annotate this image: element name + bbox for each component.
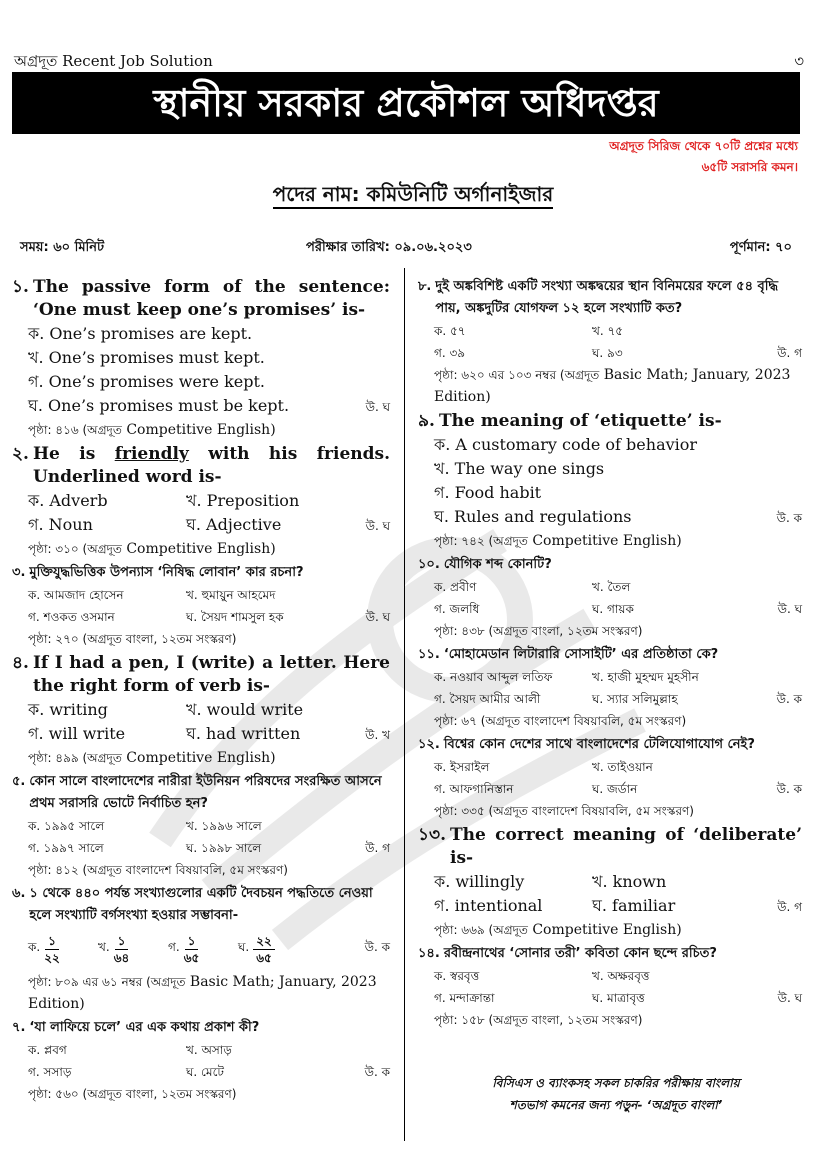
option: ক. নওয়াব আব্দুল লতিফ [434,670,553,684]
answer: উ. ক [364,1065,390,1079]
reference [12,538,390,560]
question-6 [12,883,390,1015]
question-number: ১৩. [418,825,447,845]
reference [12,628,390,650]
numerator: ১ [45,933,59,950]
question-number: ১৪. [418,946,440,961]
option: খ. ৭৫ [592,324,624,338]
question-text: দুই অঙ্কবিশিষ্ট একটি সংখ্যা অঙ্কদ্বয়ের স্থান বিনিময়ের ফলে ৫৪ বৃদ্ধি পায়, অঙ্কদুটির যোগফল ১২ হলে সংখ্যাটি কত? [435,279,779,316]
answer: উ. ঘ [365,610,390,624]
option-label: ক. [28,940,41,954]
reference [418,919,802,941]
promo-line-1: অগ্রদূত সিরিজ থেকে ৭০টি প্রশ্নের মধ্যে [609,139,798,153]
option: ঘ. had written [186,724,301,743]
fraction-options [28,927,390,971]
denominator: ৬৫ [183,950,200,965]
answer: উ. ঘ [777,602,802,616]
footer-line-1: বিসিএস ও ব্যাংকসহ সকল চাকরির পরীক্ষায় বাংলায় [492,1076,740,1090]
question-8 [418,276,802,408]
department-banner: স্থানীয় সরকার প্রকৌশল অধিদপ্তর [12,72,800,134]
option: গ. Noun [28,515,93,534]
question-text: যৌগিক শব্দ কোনটি? [443,557,552,572]
option: গ. জলধি [434,602,480,616]
question-number: ১০. [418,557,440,572]
question-number: ১১. [418,647,440,662]
reference [12,1083,390,1105]
question-number: ৫. [12,774,26,789]
question-2 [12,443,390,560]
option: ক. ইসরাইল [434,760,490,774]
reference [12,971,390,1015]
option: খ. known [592,872,667,891]
option: ক. One’s promises are kept. [28,324,253,343]
reference-bn: পৃষ্ঠা: ৪৩৮ (অগ্রদূত বাংলা, ১২তম সংস্করণ) [434,624,643,638]
option: খ. অসাড় [186,1043,232,1057]
option: গ. আফগানিস্তান [434,782,514,796]
question-number: ১. [12,277,29,297]
answer: উ. খ [365,728,390,742]
numerator: ১ [185,933,199,950]
reference-en: Competitive English) [121,422,276,438]
question-11 [418,644,802,732]
series-name: অগ্রদূত Recent Job Solution [14,52,213,70]
reference-bn: পৃষ্ঠা: ২৭০ (অগ্রদূত বাংলা, ১২তম সংস্করণ) [28,632,237,646]
question-text: ‘মোহামেডান লিটারারি সোসাইটি’ এর প্রতিষ্ঠাতা কে? [443,647,719,662]
question-text-part: with his friends. Underlined word is- [32,444,390,487]
question-9 [418,410,802,552]
question-number: ৭. [12,1020,26,1035]
reference-bn: পৃষ্ঠা: ৩৩৫ (অগ্রদূত বাংলাদেশ বিষয়াবলি, ৫ম সংস্করণ) [434,804,694,818]
answer: উ. ক [364,940,390,954]
reference [418,710,802,732]
option: গ. ৩৯ [434,346,466,360]
option-label: খ. [98,940,110,954]
numerator: ১ [115,933,129,950]
option: খ. ১৯৯৬ সালে [186,819,262,833]
reference [418,364,802,408]
left-column [12,276,390,1107]
reference-bn: পৃষ্ঠা: ৪৯৯ (অগ্রদূত [28,751,122,765]
option: ঘ. familiar [592,896,676,915]
answer: উ. গ [777,346,802,360]
question-text-part: He is [32,444,115,464]
post-title [0,180,826,213]
option: ঘ. জর্ডান [592,782,638,796]
exam-date: পরীক্ষার তারিখ: ০৯.০৬.২০২৩ [306,240,472,255]
reference-bn: পৃষ্ঠা: ৬২০ এর ১০৩ নম্বর (অগ্রদূত [434,368,600,382]
reference [418,620,802,642]
option [98,933,168,966]
option: ঘ. স্যার সলিমুল্লাহ [592,692,678,706]
option: খ. would write [186,700,304,719]
question-number: ৩. [12,565,26,580]
reference [12,419,390,441]
reference [418,800,802,822]
option: খ. তৈল [592,580,631,594]
answer: উ. গ [777,900,802,914]
numerator: ২২ [253,933,275,950]
reference-en: Competitive English) [527,922,682,938]
question-text [33,443,390,489]
reference-en: Competitive English) [527,533,682,549]
question-text: The passive form of the sentence: ‘One must keep one’s promises’ is- [32,277,390,320]
post-title-text: পদের নাম: কমিউনিটি অর্গানাইজার [273,182,554,209]
option: ক. ৫৭ [434,324,466,338]
option [168,933,238,966]
option: ক. প্লবগ [28,1043,67,1057]
promo-note [548,136,798,178]
question-number: ৯. [418,411,435,431]
option: ক. স্বরবৃত্ত [434,969,480,983]
question-13 [418,824,802,941]
answer: উ. ঘ [365,519,390,533]
full-marks: পূর্ণমান: ৭০ [729,240,792,255]
answer: উ. ঘ [777,991,802,1005]
question-3 [12,562,390,650]
option: ঘ. One’s promises must be kept. [28,396,290,415]
question-4 [12,652,390,769]
reference-bn: পৃষ্ঠা: ৮০৯ এর ৬১ নম্বর (অগ্রদূত [28,975,186,989]
option: ক. প্রবীণ [434,580,477,594]
question-text: মুক্তিযুদ্ধভিত্তিক উপন্যাস ‘নিষিদ্ধ লোবান’ কার রচনা? [29,565,304,580]
option: খ. The way one sings [434,459,605,478]
question-text: ‘যা লাফিয়ে চলে’ এর এক কথায় প্রকাশ কী? [29,1020,260,1035]
answer: উ. ঘ [365,400,390,414]
option: ক. writing [28,700,108,719]
reference [418,1009,802,1031]
option [238,933,308,966]
option: ক. willingly [434,872,525,891]
option-label: গ. [168,940,180,954]
right-column [418,276,802,1033]
option: খ. One’s promises must kept. [28,348,265,367]
option: ঘ. সৈয়দ শামসুল হক [186,610,284,624]
underlined-word: friendly [114,444,189,464]
reference-bn: পৃষ্ঠা: ৬৬৯ (অগ্রদূত [434,923,528,937]
question-number: ২. [12,444,29,464]
reference-bn: পৃষ্ঠা: ৪১২ (অগ্রদূত বাংলাদেশ বিষয়াবলি, ৫ম সংস্করণ) [28,863,288,877]
question-text: ১ থেকে ৪৪০ পর্যন্ত সংখ্যাগুলোর একটি দৈবচয়ন পদ্ধতিতে নেওয়া হলে সংখ্যাটি বর্গসংখ্যা হওয়ার সম্ভাবনা- [29,886,373,923]
running-header [14,50,804,70]
option: খ. অক্ষরবৃত্ত [592,969,650,983]
question-1 [12,276,390,441]
option: ক. A customary code of behavior [434,435,698,454]
option: খ. Preposition [186,491,300,510]
reference-bn: পৃষ্ঠা: ৩১০ (অগ্রদূত [28,542,122,556]
denominator: ৬৫ [256,950,272,965]
option-label: ঘ. [238,940,250,954]
option: ঘ. ৯৩ [592,346,623,360]
reference-bn: পৃষ্ঠা: ৪১৬ (অগ্রদূত [28,423,122,437]
reference-en: Competitive English) [121,541,276,557]
reference-bn: পৃষ্ঠা: ৬৭ (অগ্রদূত বাংলাদেশ বিষয়াবলি, ৫ম সংস্করণ) [434,714,687,728]
answer: উ. গ [365,841,390,855]
question-number: ৬. [12,886,26,901]
reference [12,747,390,769]
column-divider [404,268,405,1141]
option: গ. intentional [434,896,543,915]
question-text: The meaning of ‘etiquette’ is- [438,411,722,431]
page-number: ৩ [794,52,804,70]
question-text: রবীন্দ্রনাথের ‘সোনার তরী’ কবিতা কোন ছন্দে রচিত? [443,946,717,961]
option [28,933,98,966]
question-7 [12,1017,390,1105]
option: ঘ. গায়ক [592,602,634,616]
question-5 [12,771,390,881]
reference-bn: পৃষ্ঠা: ৭৪২ (অগ্রদূত [434,534,528,548]
question-text: কোন সালে বাংলাদেশের নারীরা ইউনিয়ন পরিষদের সংরক্ষিত আসনে প্রথম সরাসরি ভোটে নির্বাচিত হন? [29,774,382,811]
reference [418,530,802,552]
option: খ. তাইওয়ান [592,760,653,774]
question-text: The correct meaning of ‘deliberate’ is- [450,825,802,868]
option: গ. শওকত ওসমান [28,610,115,624]
option: গ. Food habit [434,483,542,502]
reference-bn: পৃষ্ঠা: ১৫৮ (অগ্রদূত বাংলা, ১২তম সংস্করণ) [434,1013,643,1027]
reference-bn: পৃষ্ঠা: ৫৬০ (অগ্রদূত বাংলা, ১২তম সংস্করণ) [28,1087,237,1101]
question-10 [418,554,802,642]
question-14 [418,943,802,1031]
option: গ. মন্দাক্রান্তা [434,991,495,1005]
option: গ. will write [28,724,126,743]
option: গ. সৈয়দ আমীর আলী [434,692,541,706]
question-number: ১২. [418,737,440,752]
footer-ad [436,1072,796,1116]
option: খ. হাজী মুহম্মদ মুহসীন [592,670,699,684]
question-text: If I had a pen, I (write) a letter. Here the right form of verb is- [32,653,390,696]
question-number: ৮. [418,279,432,294]
answer: উ. ক [776,782,802,796]
reference-en: Competitive English) [121,750,276,766]
option: ক. আমজাদ হোসেন [28,588,124,602]
footer-line-2: শতভাগ কমনের জন্য পড়ুন- ‘অগ্রদূত বাংলা’ [509,1098,723,1112]
question-number: ৪. [12,653,29,673]
option: ঘ. মেটে [186,1065,224,1079]
question-12 [418,734,802,822]
option: ঘ. মাত্রাবৃত্ত [592,991,645,1005]
answer: উ. ক [776,511,802,525]
option: ঘ. Adjective [186,515,282,534]
promo-line-2: ৬৫টি সরাসরি কমন। [701,160,798,174]
reference [12,859,390,881]
reference-en: Basic Math; January, 2023 Edition) [434,367,791,405]
option: গ. ১৯৯৭ সালে [28,841,104,855]
option: ঘ. Rules and regulations [434,507,632,526]
option: ঘ. ১৯৯৮ সালে [186,841,262,855]
denominator: ২২ [44,950,60,965]
option: ক. Adverb [28,491,108,510]
answer: উ. ক [776,692,802,706]
exam-time: সময়: ৬০ মিনিট [20,240,105,255]
reference-en: Basic Math; January, 2023 Edition) [28,974,377,1012]
option: গ. One’s promises were kept. [28,372,266,391]
option: খ. হুমায়ুন আহমেদ [186,588,276,602]
option: গ. সসাড় [28,1065,72,1079]
denominator: ৬৪ [113,950,130,965]
option: ক. ১৯৯৫ সালে [28,819,105,833]
question-text: বিশ্বের কোন দেশের সাথে বাংলাদেশের টেলিযোগাযোগ নেই? [443,737,755,752]
exam-meta [20,238,792,258]
